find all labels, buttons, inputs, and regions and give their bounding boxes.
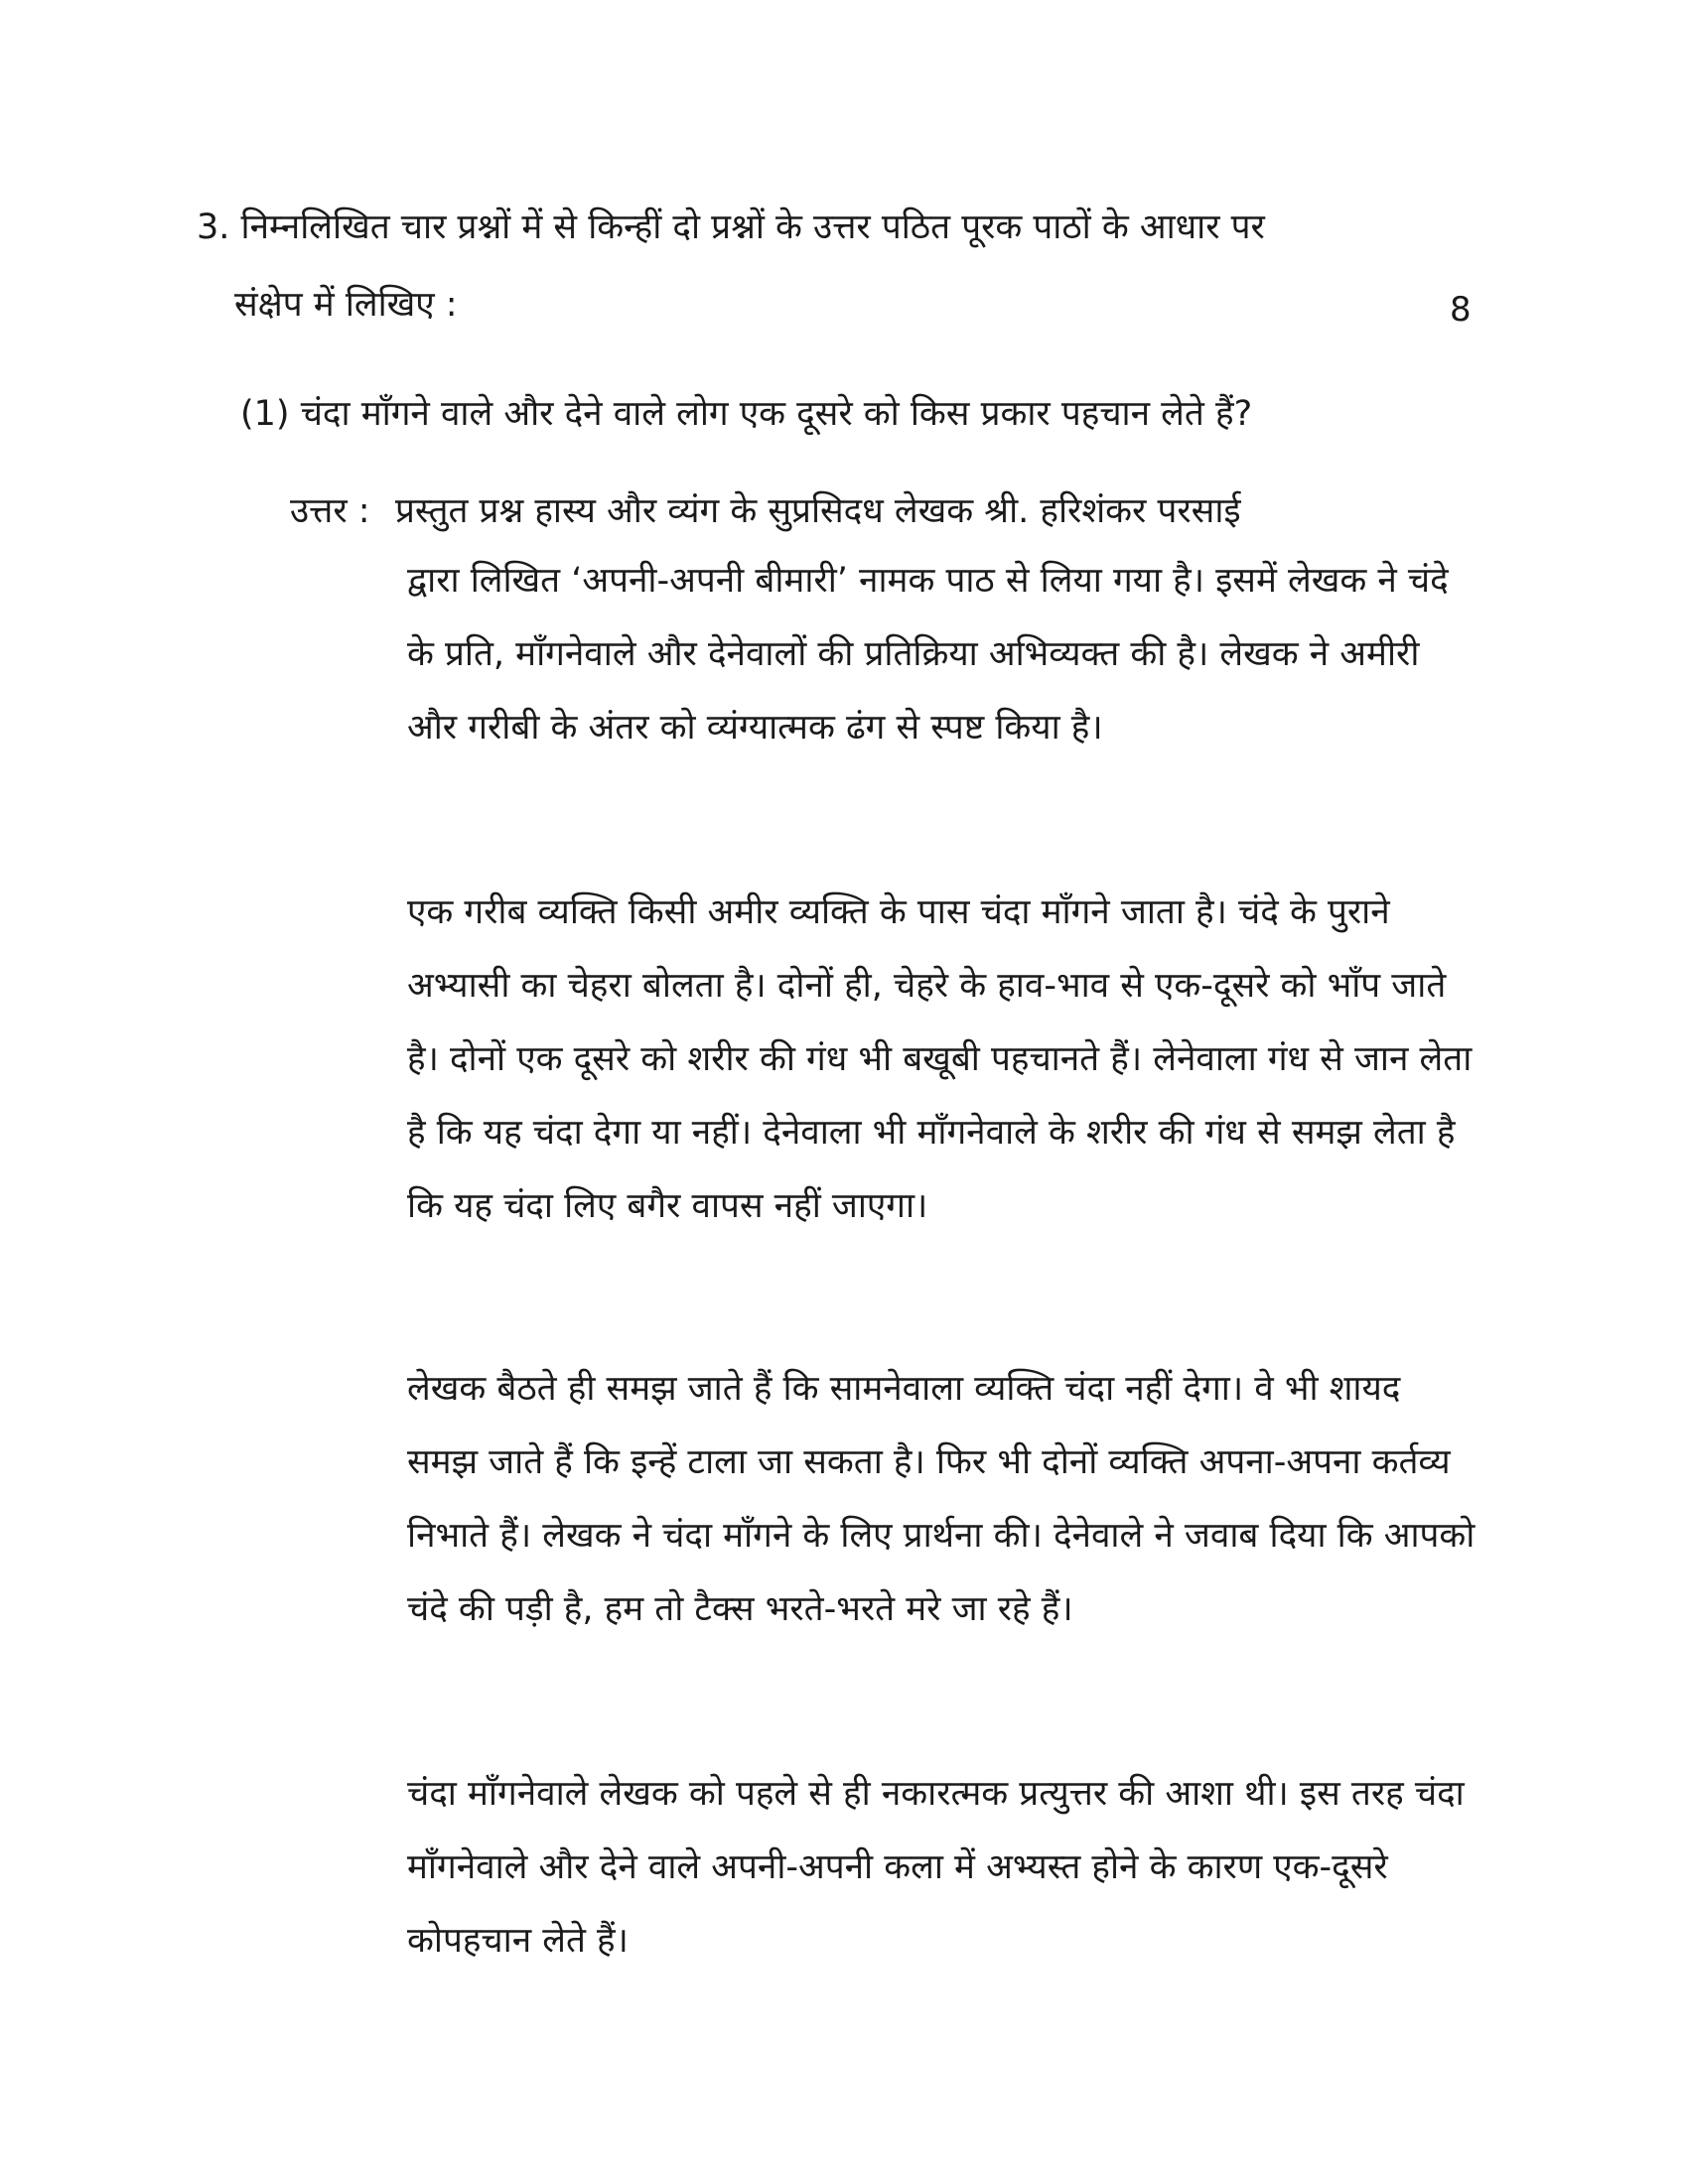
answer-paragraph-3: लेखक बैठते ही समझ जाते हैं कि सामनेवाला व्यक्ति चंदा नहीं देगा। वे भी शायद समझ जाते हैं कि इन्हें टाला जा सकता है। फिर भी दोनों व्यक्ति अपना-अपना कर्तव्य निभाते हैं। लेखक ने चंदा माँगने के लिए प्रार्थना की। देनेवाले ने जवाब दिया कि आपको चंदे की पड़ी है, हम तो टैक्स भरते-भरते मरे जा रहे हैं। (407, 1369, 1476, 1629)
answer-paragraph-2: एक गरीब व्यक्ति किसी अमीर व्यक्ति के पास चंदा माँगने जाता है। चंदे के पुराने अभ्यासी का चेहरा बोलता है। दोनों ही, चेहरे के हाव-भाव से एक-दूसरे को भाँप जाते है। दोनों एक दूसरे को शरीर की गंध भी बखूबी पहचानते हैं। लेनेवाला गंध से जान लेता है कि यह चंदा देगा या नहीं। देनेवाला भी माँगनेवाले के शरीर की गंध से समझ लेता है कि यह चंदा लिए बगैर वापस नहीं जाएगा। (407, 892, 1473, 1226)
answer-first-line: प्रस्तुत प्रश्न हास्य और व्यंग के सुप्रसिदध लेखक श्री. हरिशंकर परसाई (395, 491, 1241, 531)
question-line-2: संक्षेप में लिखिए : (234, 285, 458, 325)
question-marks: 8 (1450, 290, 1472, 330)
question-line-1: 3. निम्नलिखित चार प्रश्नों में से किन्हीं दो प्रश्नों के उत्तर पठित पूरक पाठों के आधार पर (197, 207, 1265, 247)
answer-paragraph-1: द्वारा लिखित ‘अपनी-अपनी बीमारी’ नामक पाठ से लिया गया है। इसमें लेखक ने चंदे के प्रति, माँगनेवाले और देनेवालों की प्रतिक्रिया अभिव्यक्त की है। लेखक ने अमीरी और गरीबी के अंतर को व्यंग्यात्मक ढंग से स्पष्ट किया है। (407, 561, 1449, 748)
answer-label: उत्तर : (290, 491, 370, 531)
subquestion-text: (1) चंदा माँगने वाले और देने वाले लोग एक दूसरे को किस प्रकार पहचान लेते हैं? (240, 394, 1253, 434)
answer-paragraph-4: चंदा माँगनेवाले लेखक को पहले से ही नकारत्मक प्रत्युत्तर की आशा थी। इस तरह चंदा माँगनेवाले और देने वाले अपनी-अपनी कला में अभ्यस्त होने के कारण एक-दूसरे कोपहचान लेते हैं। (407, 1774, 1465, 1961)
